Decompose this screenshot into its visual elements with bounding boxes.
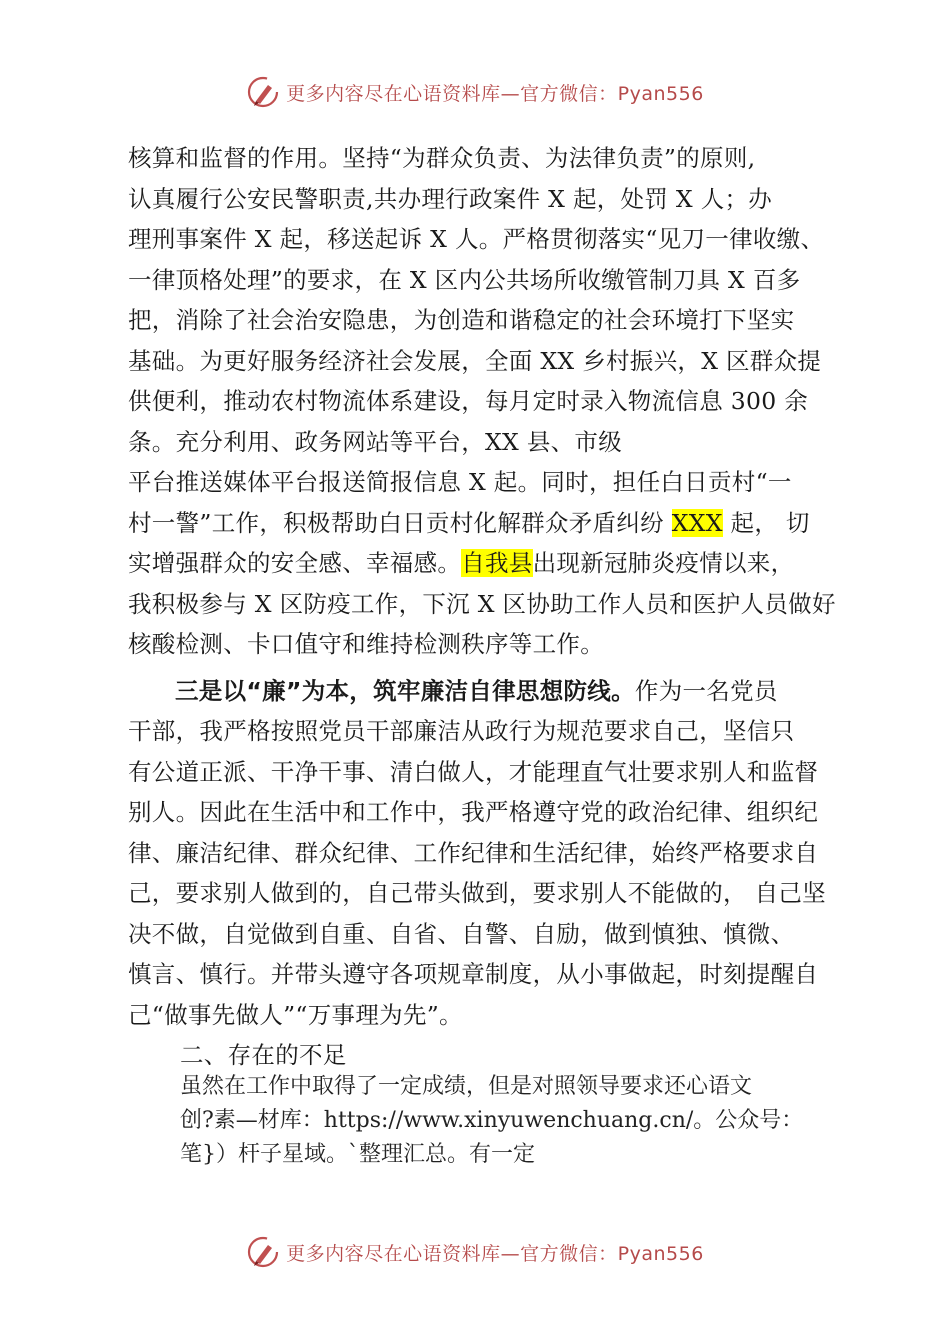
text-line: 核算和监督的作用。坚持“为群众负责、为法律负责”的原则,: [128, 144, 756, 172]
line-text-after: 出现新冠肺炎疫情以来，: [532, 549, 795, 577]
line-text-before: 村一警”工作，积极帮助白日贡村化解群众矛盾纠纷: [128, 508, 672, 537]
text-line: 己“做事先做人”“万事理为先”。: [128, 1000, 463, 1029]
highlighted-text: XXX: [671, 508, 723, 537]
text-line: 基础。为更好服务经济社会发展，全面 XX 乡村振兴，X 区群众提: [128, 346, 822, 375]
text-line: 有公道正派、干净干事、清白做人，才能理直气壮要求别人和监督: [128, 757, 819, 786]
pen-circle-logo-icon: [246, 1235, 280, 1269]
document-body: [128, 138, 843, 1076]
section3-first-text: 作为一名党员: [634, 676, 778, 705]
text-line: 条。充分利用、政务网站等平台，XX 县、市级: [128, 427, 623, 456]
pen-circle-logo-icon: [246, 75, 280, 109]
text-line: 理刑事案件 X 起，移送起诉 X 人。严格贯彻落实“见刀一律收缴、: [128, 225, 825, 253]
text-line: 干部，我严格按照党员干部廉洁从政行为规范要求自己，坚信只: [128, 717, 795, 745]
header-watermark-banner: [0, 72, 950, 112]
note-line: 虽然在工作中取得了一定成绩，但是对照领导要求还心语文: [180, 1074, 753, 1099]
text-line: 律、廉洁纪律、群众纪律、工作纪律和生活纪律，始终严格要求自: [128, 838, 819, 867]
text-line: 慎言、慎行。并带头遵守各项规章制度，从小事做起，时刻提醒自: [128, 960, 819, 988]
text-line-with-highlight: [128, 503, 843, 544]
footer-watermark-banner: [0, 1232, 950, 1272]
text-line: 认真履行公安民警职责,共办理行政案件 X 起，处罚 X 人；办: [128, 184, 773, 213]
note-line: 创?素—材库：https://www.xinyuwenchuang.cn/。公众号：: [180, 1108, 804, 1133]
highlighted-text: 自我县: [461, 549, 533, 577]
banner-text: 更多内容尽在心语资料库—官方微信：Pyan556: [286, 1242, 704, 1265]
text-line-with-highlight: [128, 543, 843, 584]
text-line: 己，要求别人做到的，自己带头做到，要求别人不能做的， 自己坚: [128, 879, 826, 907]
text-line: 别人。因此在生活中和工作中，我严格遵守党的政治纪律、组织纪: [128, 798, 819, 826]
section3-first-line: [128, 671, 843, 712]
text-line: 一律顶格处理”的要求，在 X 区内公共场所收缴管制刀具 X 百多: [128, 265, 801, 294]
section3-heading: 三是以“廉”为本，筑牢廉洁自律思想防线。: [175, 676, 635, 705]
line-text-before: 实增强群众的安全感、幸福感。: [128, 549, 462, 577]
note-line: 笔}）杆子星域。`整理汇总。有一定: [180, 1142, 535, 1167]
watermark-note: [180, 1070, 850, 1172]
line-text-after: 起， 切: [722, 508, 810, 537]
section-heading-shortcomings: 二、存在的不足: [180, 1041, 347, 1069]
banner-text: 更多内容尽在心语资料库—官方微信：Pyan556: [286, 82, 704, 105]
text-line: 决不做，自觉做到自重、自省、自警、自励，做到慎独、慎微、: [128, 919, 795, 948]
text-line: 核酸检测、卡口值守和维持检测秩序等工作。: [128, 630, 604, 658]
text-line: 我积极参与 X 区防疫工作，下沉 X 区协助工作人员和医护人员做好: [128, 589, 836, 618]
text-line: 把，消除了社会治安隐患，为创造和谐稳定的社会环境打下坚实: [128, 306, 795, 334]
text-line: 供便利，推动农村物流体系建设，每月定时录入物流信息 300 余: [128, 387, 809, 415]
text-line: 平台推送媒体平台报送简报信息 X 起。同时，担任白日贡村“一: [128, 468, 792, 496]
